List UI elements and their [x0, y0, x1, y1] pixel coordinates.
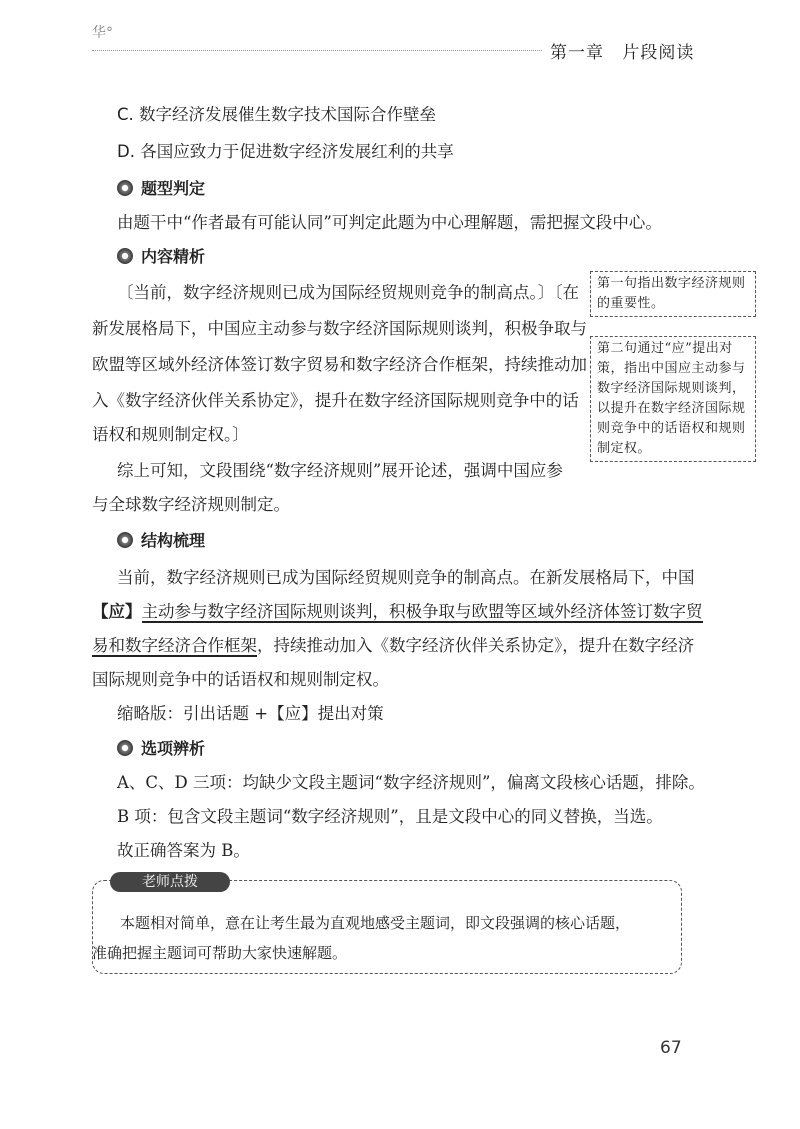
option-d: D. 各国应致力于促进数字经济发展红利的共享: [117, 142, 454, 161]
tip-badge: 老师点拨: [110, 872, 230, 892]
option-analysis-line: B 项：包含文段主题词“数字经济规则”，且是文段中心的同义替换，当选。: [117, 807, 663, 826]
chapter-label: 第一章: [550, 43, 604, 63]
page-number: 67: [660, 1038, 682, 1058]
margin-note-sentence-2: 第二句通过“应”提出对策，指出中国应主动参与数字经济国际规则谈判，以提升在数字经济国际规则竞争中的话语权和规则制定权。: [590, 336, 756, 462]
heading-question-type: 题型判定: [117, 178, 205, 200]
section-bullet-icon: [117, 532, 133, 548]
structure-line: [92, 601, 703, 623]
structure-line: 当前，数字经济规则已成为国际经贸规则竞争的制高点。在新发展格局下，中国: [117, 568, 695, 587]
tip-line: 本题相对简单，意在让考生最为直观地感受主题词，即文段强调的核心话题，: [120, 914, 631, 932]
structure-line: 国际规则竞争中的话语权和规则制定权。: [92, 670, 389, 689]
ying-marker: 【应】: [92, 602, 142, 621]
content-para-line: 入《数字经济伙伴关系协定》，提升在数字经济国际规则竞争中的话: [92, 391, 579, 410]
margin-note-sentence-1: 第一句指出数字经济规则的重要性。: [590, 271, 756, 317]
section-bullet-icon: [117, 180, 133, 196]
publisher-logo: 华°: [92, 25, 113, 41]
option-c: C. 数字经济发展催生数字技术国际合作壁垒: [117, 105, 437, 124]
content-summary-line: 与全球数字经济规则制定。: [92, 495, 290, 514]
heading-option-analysis: 选项辨析: [117, 738, 205, 760]
answer-line: 故正确答案为 B。: [117, 841, 250, 860]
content-para-line: 〔当前，数字经济规则已成为国际经贸规则竞争的制高点。〕〔在: [117, 283, 579, 302]
section-bullet-icon: [117, 740, 133, 756]
content-summary-line: 综上可知，文段围绕“数字经济规则”展开论述，强调中国应参: [117, 461, 563, 480]
option-analysis-line: A、C、D 三项：均缺少文段主题词“数字经济规则”，偏离文段核心话题，排除。: [117, 773, 705, 792]
underlined-text: 易和数字经济合作框架: [92, 636, 257, 655]
structure-line: 易和数字经济合作框架，持续推动加入《数字经济伙伴关系协定》，提升在数字经济: [92, 636, 695, 655]
running-header: [550, 38, 694, 63]
section-bullet-icon: [117, 248, 133, 264]
question-type-text: 由题干中“作者最有可能认同”可判定此题为中心理解题，需把握文段中心。: [117, 213, 662, 232]
tip-text: [92, 908, 652, 968]
content-para-line: 语权和规则制定权。〕: [92, 425, 249, 444]
section-label: 片段阅读: [622, 43, 695, 63]
header-rule: [92, 50, 542, 51]
structure-condensed: 缩略版：引出话题 +【应】提出对策: [117, 704, 384, 723]
heading-content-analysis: 内容精析: [117, 246, 205, 268]
content-para-line: 新发展格局下，中国应主动参与数字经济国际规则谈判，积极争取与: [92, 319, 587, 338]
content-para-line: 欧盟等区域外经济体签订数字贸易和数字经济合作框架，持续推动加: [92, 355, 587, 374]
heading-structure: 结构梳理: [117, 530, 205, 552]
underlined-text: 主动参与数字经济国际规则谈判，积极争取与欧盟等区域外经济体签订数字贸: [141, 602, 703, 621]
tip-line: 准确把握主题词可帮助大家快速解题。: [92, 944, 348, 962]
